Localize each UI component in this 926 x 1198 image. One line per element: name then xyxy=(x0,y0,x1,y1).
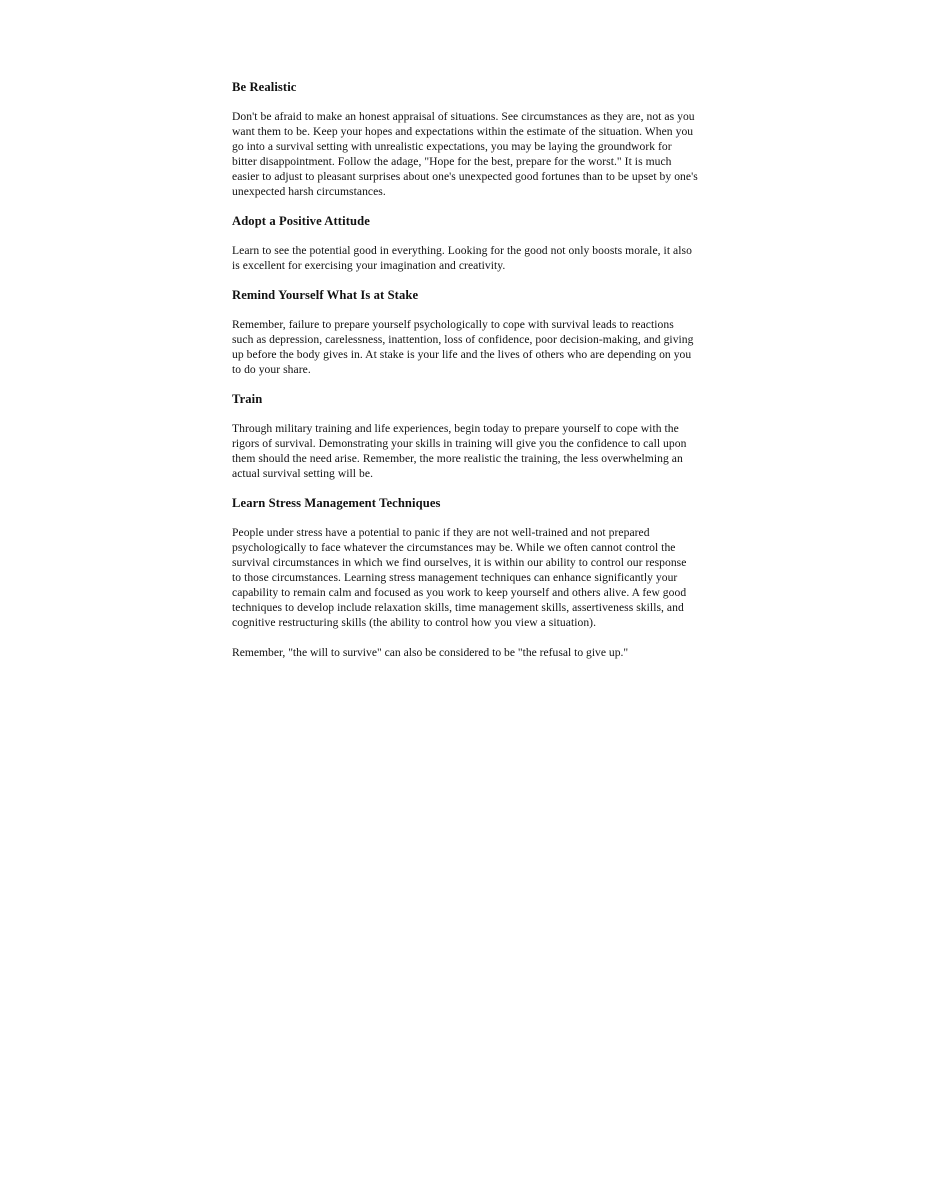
section-heading: Adopt a Positive Attitude xyxy=(232,214,370,228)
section-stress-management xyxy=(232,496,698,630)
section-heading: Remind Yourself What Is at Stake xyxy=(232,288,419,302)
section-paragraph: People under stress have a potential to panic if they are not well-trained and not prepared psychologically to face whatever the circumstances may be. While we often cannot control the survival circumstances in which we find ourselves, it is within our ability to control our response to those circumstances. Learning stress management techniques can enhance significantly your capability to remain calm and focused as you work to keep yourself and others alive. A few good techniques to develop include relaxation skills, time management skills, assertiveness skills, and cognitive restructuring skills (the ability to control how you view a situation). xyxy=(232,526,687,629)
section-train xyxy=(232,392,698,481)
closing-statement: Remember, "the will to survive" can also be considered to be "the refusal to give up." xyxy=(232,646,629,659)
section-paragraph: Learn to see the potential good in everything. Looking for the good not only boosts morale, it also is excellent for exercising your imagination and creativity. xyxy=(232,244,692,272)
section-be-realistic xyxy=(232,80,698,199)
section-paragraph: Remember, failure to prepare yourself psychologically to cope with survival leads to reactions such as depression, carelessness, inattention, loss of confidence, poor decision-making, and giving up before the body gives in. At stake is your life and the lives of others who are depending on you to do your share. xyxy=(232,318,694,376)
section-paragraph: Don't be afraid to make an honest appraisal of situations. See circumstances as they are, not as you want them to be. Keep your hopes and expectations within the estimate of the situation. When you go into a survival setting with unrealistic expectations, you may be laying the groundwork for bitter disappointment. Follow the adage, "Hope for the best, prepare for the worst." It is much easier to adjust to pleasant surprises about one's unexpected good fortunes than to be upset by one's unexpected harsh circumstances. xyxy=(232,110,698,198)
section-remind-what-is-at-stake xyxy=(232,288,698,377)
section-heading: Be Realistic xyxy=(232,80,297,94)
section-heading: Train xyxy=(232,392,263,406)
section-paragraph: Through military training and life experiences, begin today to prepare yourself to cope with the rigors of survival. Demonstrating your skills in training will give you the confidence to call upon them should the need arise. Remember, the more realistic the training, the less overwhelming an actual survival setting will be. xyxy=(232,422,687,480)
document-page xyxy=(232,80,698,660)
section-adopt-positive-attitude xyxy=(232,214,698,273)
section-heading: Learn Stress Management Techniques xyxy=(232,496,441,510)
